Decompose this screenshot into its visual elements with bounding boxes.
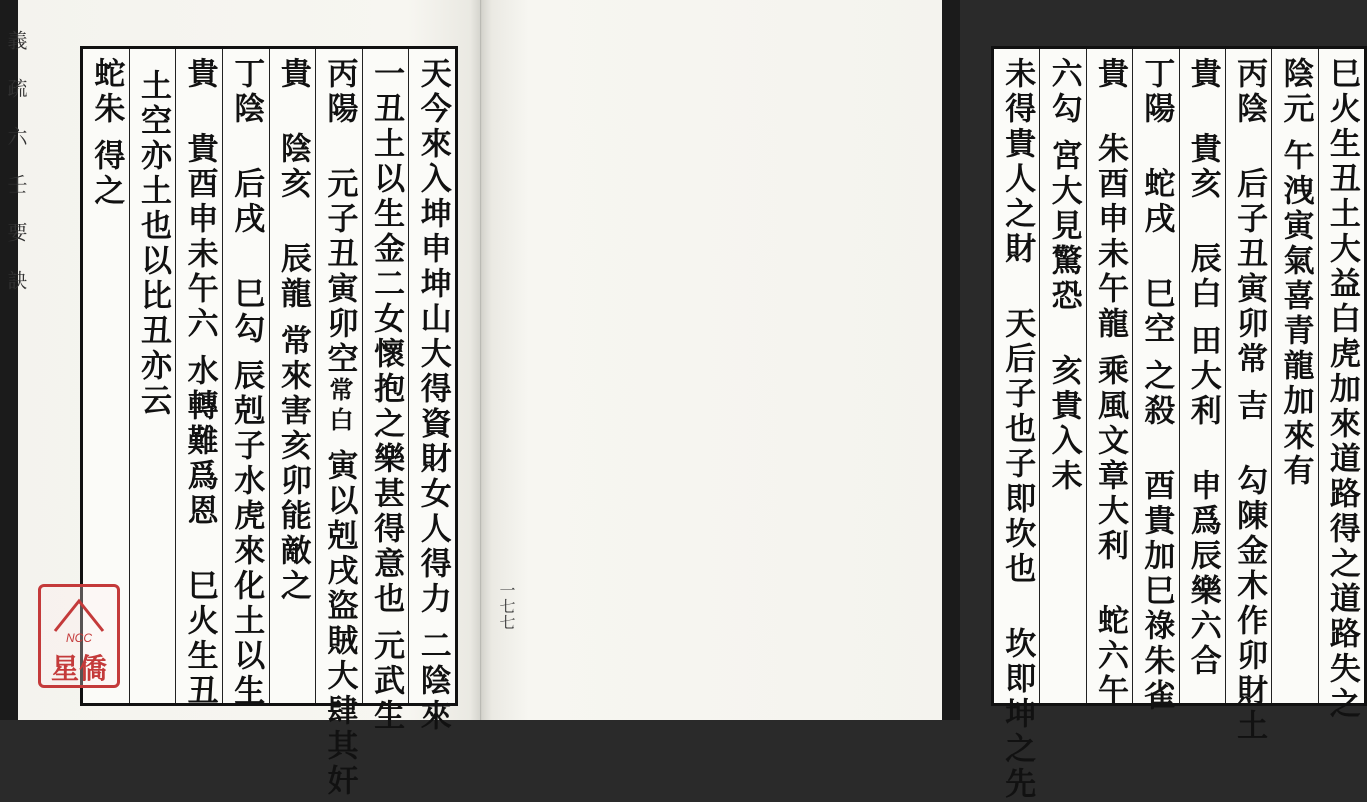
left-column	[222, 49, 269, 709]
left-column-lower-text: 元武生	[368, 629, 405, 734]
page-number: 一七七	[497, 582, 516, 630]
right-column-lower-text: 乘風文章大利 蛇六午	[1091, 354, 1128, 709]
left-column-upper-text: 貴 貴酉申未午六	[181, 57, 218, 342]
left-column-upper-text: 丙陽 元子丑寅卯空	[321, 57, 358, 377]
right-column-lower-text: 吉 勾陳金木作卯財土	[1231, 389, 1268, 744]
left-column	[269, 49, 316, 703]
right-column	[1086, 49, 1132, 709]
right-column-upper-text: 未得貴人之財 天后子也子即坎也 坎即坤之先	[999, 57, 1036, 802]
book-spine	[470, 0, 492, 720]
right-page-edge	[942, 0, 960, 720]
left-column-upper-text: 丁陰 后戌 巳勾	[228, 57, 265, 347]
right-text-frame	[991, 46, 1367, 802]
right-page	[481, 0, 1360, 802]
left-column-upper-text: 一丑土以生金二女懷抱之樂甚得意也	[368, 57, 405, 617]
right-column-upper-text: 貴 朱酉申未午龍	[1091, 57, 1128, 342]
left-column	[408, 49, 455, 734]
right-column-lower-text: 宮大見驚恐 亥貴入未	[1045, 139, 1082, 494]
right-columns	[994, 49, 1364, 802]
right-column	[1271, 49, 1317, 703]
right-column	[1132, 49, 1178, 714]
right-column-upper-text: 陰元	[1277, 57, 1314, 127]
right-column-upper-text: 六勾	[1045, 57, 1082, 127]
right-column-upper-text: 丁陽 蛇戌 巳空	[1138, 57, 1175, 347]
left-column-lower-text: 水轉難爲恩 巳火生丑	[181, 354, 218, 709]
right-column-lower-text: 田大利 申爲辰樂六合	[1184, 324, 1221, 679]
right-column-upper-text: 巳火生丑土大益白虎加來道路得之道路失之	[1323, 57, 1360, 722]
right-column	[1179, 49, 1225, 703]
left-column-lower-text: 得之	[88, 139, 125, 209]
right-column	[1225, 49, 1271, 744]
publisher-stamp	[38, 584, 120, 688]
left-columns	[83, 49, 455, 799]
stamp-mark: NCC	[66, 631, 92, 645]
stamp-name: 星僑	[50, 652, 107, 685]
left-column	[362, 49, 409, 734]
left-text-frame	[80, 46, 458, 799]
right-column	[1318, 49, 1364, 722]
right-column-upper-text: 貴 貴亥 辰白	[1184, 57, 1221, 312]
book-side-title: 義 疏 六 壬 要 訣	[4, 30, 28, 292]
left-column	[315, 49, 362, 799]
left-column-upper-text: 蛇朱	[88, 57, 125, 127]
right-column	[1039, 49, 1085, 703]
left-column	[175, 49, 222, 709]
left-column-lower-text: 土空亦土也以比丑亦云	[134, 69, 171, 419]
left-column-lower-text: 常來害亥卯能敵之	[274, 324, 311, 604]
right-column-upper-text: 丙陰 后子丑寅卯常	[1231, 57, 1268, 377]
left-column-lower-text: 寅以剋戌盜賊大肆其奸	[321, 449, 358, 799]
left-column-upper-text: 天今來入坤申坤山大得資財女人得力	[414, 57, 451, 617]
left-column-mid-text: 常白	[324, 377, 354, 437]
right-column-lower-text: 午洩寅氣喜青龍加來有	[1277, 139, 1314, 489]
right-column-lower-text: 之殺 酉貴加巳祿朱雀	[1138, 359, 1175, 714]
right-column	[994, 49, 1039, 802]
left-column	[129, 49, 176, 703]
left-column-lower-text: 辰剋子水虎來化土以生	[228, 359, 265, 709]
left-column-upper-text: 貴 陰亥 辰龍	[274, 57, 311, 312]
left-column-lower-text: 二陰來	[414, 629, 451, 734]
